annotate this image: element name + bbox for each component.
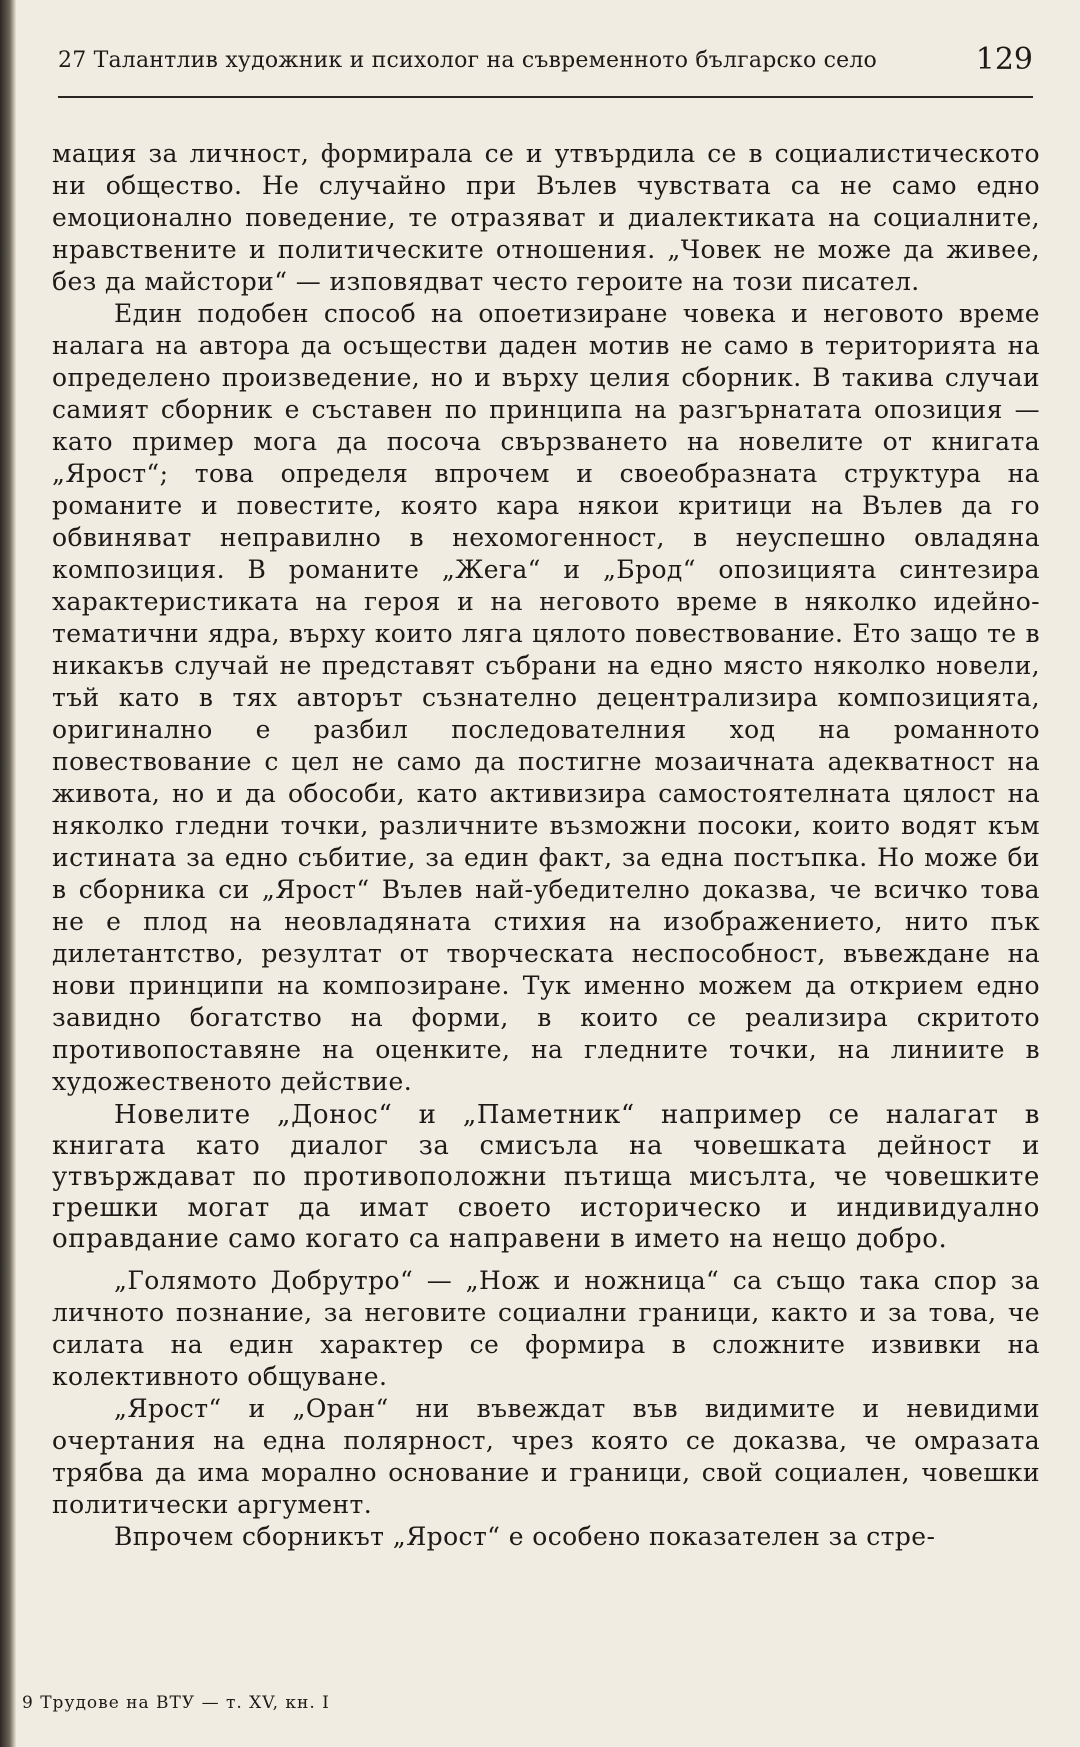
page-body: [52, 138, 1040, 1553]
paragraph: мация за личност, формирала се и утвърдила се в социалистическото ни общество. Не случайно при Вълев чувствата са не само едно емоционално поведение, те отразяват и диалектиката на социалните, нравствените и политическите отношения. „Човек не може да живее, без да майстори“ — изповядват често героите на този писател.: [52, 139, 1040, 296]
chapter-title: 27 Талантлив художник и психолог на съвременното българско село: [58, 48, 877, 73]
paragraph: „Ярост“ и „Оран“ ни въвеждат във видимите и невидими очертания на една полярност, чрез която се доказва, че омразата трябва да има морално основание и граници, свой социален, човешки политически аргумент.: [52, 1394, 1040, 1519]
page-number: 129: [975, 42, 1033, 77]
paragraph: „Голямото Добрутро“ — „Нож и ножница“ са също така спор за личното познание, за неговите социални граници, както и за това, че силата на един характер се формира в сложните извивки на колективното общуване.: [52, 1266, 1040, 1391]
book-page: [22, 0, 1080, 1747]
book-spine-shadow: [0, 0, 16, 1747]
page-footer-signature: 9 Трудове на ВТУ — т. XV, кн. I: [22, 1693, 330, 1713]
running-header: [58, 40, 1033, 98]
paragraph: Впрочем сборникът „Ярост“ е особено показателен за стре-: [114, 1522, 936, 1551]
paragraph: Един подобен способ на опоетизиране човека и неговото време налага на автора да осъществи даден мотив не само в територията на определено произведение, но и върху целия сборник. В такива случаи самият сборник е съставен по принципа на разгърнатата опозиция — като пример мога да посоча свързването на новелите от книгата „Ярост“; това определя впрочем и своеобразната структура на романите и повестите, която кара някои критици на Вълев да го обвиняват неправилно в нехомогенност, в неуспешно овладяна композиция. В романите „Жега“ и „Брод“ опозицията синтезира характеристиката на героя и на неговото време в няколко идейно-тематични ядра, върху които ляга цялото повествование. Ето защо те в никакъв случай не представят събрани на едно място няколко новели, тъй като в тях авторът съзнателно децентрализира композицията, оригинално е разбил последователния ход на романното повествование с цел не само да постигне мозаичната адекватност на живота, но и да обособи, като активизира самостоятелната цялост на няколко гледни точки, различните възможни посоки, които водят към истината за едно събитие, за един факт, за една постъпка. Но може би в сборника си „Ярост“ Вълев най-убедително доказва, че всичко това не е плод на неовладяната стихия на изображението, нито пък дилетантство, резултат от творческата неспособност, въвеждане на нови принципи на композиране. Тук именно можем да открием едно завидно богатство на форми, в които се реализира скритото противопоставяне на оценките, на гледните точки, на линиите в художественото действие.: [52, 299, 1040, 1096]
paragraph: Новелите „Донос“ и „Паметник“ например се налагат в книгата като диалог за смисъла на човешката дейност и утвърждават по противоположни пътища мисълта, че човешките грешки могат да имат своето историческо и индивидуално оправдание само когато са направени в името на нещо добро.: [52, 1100, 1040, 1254]
